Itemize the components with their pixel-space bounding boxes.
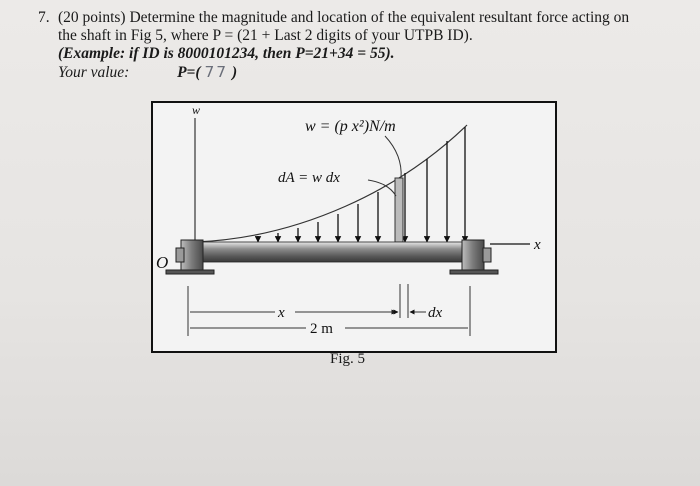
load-equation: w = (p x²)N/m bbox=[305, 118, 396, 135]
load-label-w: w bbox=[192, 103, 201, 117]
problem-number: 7. bbox=[38, 9, 50, 26]
dx-label: dx bbox=[428, 305, 443, 321]
x-dimension-label: x bbox=[278, 305, 285, 321]
problem-line-1: (20 points) Determine the magnitude and location of the equivalent resultant force acting on bbox=[58, 9, 630, 26]
x-axis-label: x bbox=[534, 237, 541, 253]
span-label: 2 m bbox=[310, 321, 333, 337]
p-suffix: ) bbox=[232, 64, 238, 81]
p-prefix: P=( bbox=[177, 64, 201, 81]
your-value-label: Your value: bbox=[58, 64, 130, 81]
handwritten-p-value: 77 bbox=[204, 63, 229, 81]
figure-caption: Fig. 5 bbox=[330, 351, 366, 367]
figure-5 bbox=[151, 101, 557, 353]
shaft bbox=[185, 242, 483, 262]
problem-example: (Example: if ID is 8000101234, then P=21+34 = 55). bbox=[58, 45, 395, 62]
origin-label: O bbox=[156, 253, 169, 272]
your-value-line bbox=[58, 63, 237, 82]
differential-area-label: dA = w dx bbox=[278, 170, 340, 186]
problem-line-2: the shaft in Fig 5, where P = (21 + Last 2 digits of your UTPB ID). bbox=[58, 27, 473, 44]
differential-strip bbox=[395, 178, 403, 242]
figure-frame bbox=[152, 102, 556, 352]
